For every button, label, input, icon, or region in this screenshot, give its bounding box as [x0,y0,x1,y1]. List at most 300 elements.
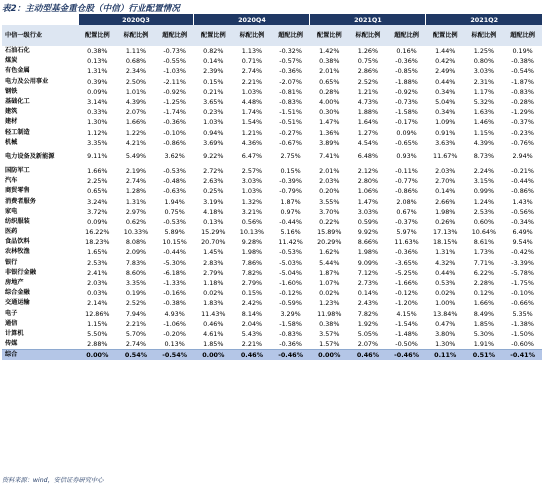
value-cell: 1.94% [164,197,185,206]
value-cell: 2.66% [435,197,456,206]
value-cell: 2.21% [241,77,263,86]
value-cell: 2.72% [203,166,224,175]
value-cell: 6.22% [473,268,495,277]
value-cell: 0.46% [233,350,272,361]
value-cell: 0.13% [87,57,108,66]
industry-name: 电力及公用事业 [5,77,49,85]
value-cell: 18.23% [85,238,110,247]
value-cell: -0.34% [511,217,534,226]
value-cell: 0.22% [319,217,340,226]
table-row [2,107,542,117]
value-cell: 0.99% [473,187,495,196]
table-body [2,46,542,360]
value-cell: -1.29% [511,108,534,117]
value-cell: 2.83% [203,258,224,267]
value-cell: 2.42% [241,299,263,308]
value-cell: 3.55% [319,197,340,206]
value-cell: 4.21% [125,138,147,147]
value-cell: 5.44% [319,258,340,267]
value-cell: 2.53% [473,207,495,216]
value-cell: 11.63% [394,238,419,247]
value-cell: -3.39% [511,258,534,267]
value-cell: -0.41% [503,350,542,361]
value-cell: 1.66% [125,118,147,127]
value-cell: 2.39% [203,67,224,76]
industry-name: 食品饮料 [5,238,30,246]
value-cell: -0.53% [163,217,186,226]
value-cell: -6.18% [163,268,186,277]
value-cell: 0.02% [319,289,340,298]
value-cell: 7.12% [357,268,379,277]
value-cell: 0.14% [435,187,456,196]
value-cell: 1.63% [473,108,495,117]
industry-name: 有色金属 [5,67,30,75]
value-cell: 2.50% [125,77,147,86]
value-cell: -0.36% [395,57,418,66]
table-row [2,207,542,217]
industry-column-header: 中信一级行业 [2,25,78,46]
table-row [2,227,542,237]
industry-name: 汽车 [5,177,18,185]
value-cell: -0.46% [271,350,310,361]
value-cell: -0.83% [511,87,534,96]
value-cell: -0.92% [163,87,186,96]
value-cell: 2.01% [319,67,340,76]
value-cell: 1.09% [435,118,456,127]
value-cell: 1.25% [473,47,495,56]
value-cell: 2.63% [203,177,224,186]
value-cell: 0.12% [473,289,495,298]
value-cell: -0.57% [279,57,302,66]
value-cell: 1.46% [473,118,495,127]
value-cell: -0.21% [511,166,534,175]
value-cell: 6.47% [241,152,263,161]
value-cell: 1.88% [357,108,379,117]
value-cell: 0.68% [125,57,147,66]
value-cell: 0.71% [241,57,263,66]
value-cell: 4.93% [164,309,185,318]
value-cell: 2.53% [87,258,108,267]
industry-name: 综合 [2,350,78,361]
value-cell: -0.50% [395,340,418,349]
value-cell: 8.61% [473,238,495,247]
quarter-header-row [2,14,542,25]
table-row [2,117,542,127]
value-cell: 0.44% [435,77,456,86]
value-cell: 3.14% [87,98,108,107]
value-cell: 4.61% [203,329,224,338]
value-cell: 0.16% [396,47,417,56]
value-cell: 3.70% [319,207,340,216]
value-cell: 3.03% [473,67,495,76]
value-cell: -0.10% [511,289,534,298]
industry-name: 通信 [5,319,18,327]
value-cell: 5.35% [512,309,533,318]
value-cell: 0.39% [87,77,108,86]
column-header-row [2,25,542,46]
value-cell: -0.44% [279,217,302,226]
value-cell: 5.30% [473,329,495,338]
value-cell: -1.06% [163,319,186,328]
value-cell: 9.22% [203,152,224,161]
value-cell: -0.32% [279,47,302,56]
value-cell: 4.39% [473,138,495,147]
value-cell: -0.73% [395,98,418,107]
value-cell: -0.59% [279,299,302,308]
industry-name: 电力设备及新能源 [5,153,55,161]
value-cell: 1.03% [203,118,224,127]
table-row [2,237,542,247]
value-cell: 1.03% [241,187,263,196]
value-cell: 5.97% [396,228,417,237]
table-row [2,148,542,166]
quarter-header: 2021Q1 [310,14,426,25]
value-cell: 0.00% [78,350,117,361]
value-cell: 2.21% [125,319,147,328]
value-cell: 2.43% [357,299,379,308]
value-cell: 1.36% [319,128,340,137]
value-cell: 1.98% [357,248,379,257]
value-cell: 3.80% [435,329,456,338]
table-row [2,288,542,298]
value-cell: 0.26% [435,217,456,226]
value-cell: 7.71% [473,258,495,267]
value-cell: -5.03% [279,258,302,267]
value-cell: 15.89% [317,228,342,237]
value-cell: 1.91% [473,340,495,349]
value-cell: 1.03% [241,87,263,96]
value-cell: 5.16% [280,228,301,237]
value-cell: 0.09% [87,217,108,226]
value-cell: 2.79% [203,268,224,277]
table-row [2,166,542,176]
value-cell: 4.54% [357,138,379,147]
value-cell: 0.82% [203,47,224,56]
table-title: 表2：主动型基金重仓股（中信）行业配置情况 [2,4,180,14]
value-cell: 8.60% [125,268,147,277]
value-cell: 0.46% [349,350,388,361]
value-cell: 0.33% [87,108,108,117]
value-cell: -1.38% [511,319,534,328]
value-cell: -0.65% [395,138,418,147]
value-cell: 2.97% [125,207,147,216]
value-cell: -0.36% [279,340,302,349]
value-cell: -0.28% [511,98,534,107]
value-cell: 3.03% [241,177,263,186]
value-cell: 16.22% [85,228,110,237]
value-cell: 2.74% [125,340,147,349]
value-cell: 4.15% [396,309,417,318]
value-cell: 7.82% [241,268,263,277]
value-cell: -0.86% [395,187,418,196]
source-note: 资料来源：wind，安信证券研究中心 [2,477,104,484]
value-cell: -0.66% [511,299,534,308]
value-cell: -1.58% [395,108,418,117]
industry-name: 商贸零售 [5,187,30,195]
quarter-header: 2020Q4 [194,14,310,25]
value-cell: 1.83% [203,299,224,308]
value-cell: 2.09% [125,248,147,257]
value-cell: 5.43% [241,329,263,338]
value-cell: 4.36% [241,138,263,147]
value-cell: -0.85% [395,67,418,76]
industry-name: 农林牧渔 [5,248,30,256]
table-row [2,128,542,138]
industry-name: 房地产 [5,279,24,287]
value-cell: 0.44% [435,268,456,277]
industry-name: 机械 [5,138,18,146]
value-cell: 1.92% [357,319,379,328]
value-cell: -0.36% [163,118,186,127]
value-cell: 2.01% [319,166,340,175]
value-cell: -0.17% [395,118,418,127]
industry-name: 钢铁 [5,87,18,95]
value-cell: 0.65% [319,77,340,86]
value-cell: 1.66% [87,166,108,175]
value-cell: -0.79% [279,187,302,196]
value-cell: 2.19% [125,166,147,175]
value-cell: 3.69% [203,138,224,147]
value-cell: 1.30% [87,118,108,127]
value-cell: -1.87% [511,77,534,86]
table-row [2,329,542,339]
value-cell: 5.50% [87,329,108,338]
value-cell: -1.25% [163,98,186,107]
column-header: 标配比例 [233,25,272,46]
value-cell: 0.65% [87,187,108,196]
value-cell: 3.62% [164,152,185,161]
value-cell: 1.47% [357,197,379,206]
value-cell: 0.62% [125,217,147,226]
value-cell: -2.11% [163,77,186,86]
value-cell: -1.54% [395,319,418,328]
value-cell: 0.00% [194,350,233,361]
value-cell: 0.51% [465,350,504,361]
value-cell: -0.73% [163,47,186,56]
value-cell: 0.15% [280,166,301,175]
quarter-header: 2021Q2 [426,14,542,25]
value-cell: -0.36% [279,67,302,76]
table-row [2,196,542,206]
value-cell: 2.52% [357,77,379,86]
value-cell: 0.14% [357,289,379,298]
value-cell: 0.11% [426,350,465,361]
value-cell: 1.28% [125,187,147,196]
value-cell: 1.73% [473,248,495,257]
value-cell: 1.74% [241,108,263,117]
value-cell: 20.29% [317,238,342,247]
value-cell: 2.31% [473,77,495,86]
value-cell: 0.91% [435,128,456,137]
value-cell: -1.74% [163,108,186,117]
value-cell: 20.70% [201,238,226,247]
value-cell: 1.11% [125,47,147,56]
value-cell: 3.15% [473,177,495,186]
value-cell: 0.56% [241,217,263,226]
value-cell: 3.21% [241,207,263,216]
value-cell: 2.03% [435,166,456,175]
value-cell: -0.53% [279,248,302,257]
value-cell: -3.65% [395,258,418,267]
industry-name: 综合金融 [5,289,30,297]
value-cell: 10.64% [471,228,497,237]
value-cell: 2.14% [87,299,108,308]
value-cell: 2.80% [357,177,379,186]
value-cell: 1.24% [473,197,495,206]
value-cell: 0.13% [164,340,185,349]
column-header: 超配比例 [387,25,426,46]
value-cell: 1.32% [241,197,263,206]
value-cell: 0.54% [117,350,156,361]
value-cell: 0.59% [357,217,379,226]
value-cell: 11.67% [433,152,458,161]
value-cell: 2.21% [241,340,263,349]
value-cell: -0.83% [279,329,302,338]
value-cell: -0.38% [163,299,186,308]
value-cell: -0.92% [395,87,418,96]
value-cell: 1.15% [87,319,108,328]
value-cell: 1.31% [125,197,147,206]
industry-name: 家电 [5,207,18,215]
value-cell: 3.35% [125,279,147,288]
value-cell: 0.80% [473,57,495,66]
value-cell: 9.54% [512,238,533,247]
column-header: 配置比例 [310,25,349,46]
value-cell: -0.83% [279,98,302,107]
table-row [2,176,542,186]
value-cell: 1.30% [435,340,456,349]
value-cell: 0.38% [87,47,108,56]
value-cell: 4.32% [435,258,456,267]
value-cell: 3.57% [319,329,340,338]
value-cell: 0.15% [241,289,263,298]
value-cell: -0.60% [511,340,534,349]
industry-name: 石油石化 [5,47,30,55]
value-cell: 2.03% [87,279,108,288]
table-row [2,247,542,257]
industry-name: 计算机 [5,329,24,337]
value-cell: 1.47% [319,118,340,127]
value-cell: 2.49% [435,67,456,76]
value-cell: 0.00% [310,350,349,361]
value-cell: 8.08% [125,238,147,247]
value-cell: 0.09% [396,128,417,137]
value-cell: -1.75% [511,279,534,288]
value-cell: 1.54% [241,118,263,127]
value-cell: 7.82% [357,309,379,318]
value-cell: 1.06% [357,187,379,196]
table-row [2,217,542,227]
value-cell: 0.09% [87,87,108,96]
value-cell: 6.49% [512,228,533,237]
value-cell: 17.13% [433,228,458,237]
value-cell: -1.58% [279,319,302,328]
table-row [2,319,542,329]
value-cell: 1.01% [125,87,147,96]
value-cell: -1.51% [279,108,302,117]
value-cell: -0.20% [163,329,186,338]
industry-name: 建筑 [5,108,18,116]
value-cell: 7.41% [319,152,340,161]
value-cell: 2.94% [512,152,533,161]
value-cell: 1.57% [319,340,340,349]
column-header: 超配比例 [155,25,194,46]
value-cell: 0.03% [87,289,108,298]
quarter-header: 2020Q3 [78,14,194,25]
value-cell: 9.28% [241,238,263,247]
value-cell: -0.86% [163,138,186,147]
value-cell: 2.74% [125,177,147,186]
value-cell: 2.08% [396,197,417,206]
value-cell: 0.28% [319,87,340,96]
industry-name: 轻工制造 [5,128,30,136]
industry-name: 消费者服务 [5,197,36,205]
value-cell: 1.31% [87,67,108,76]
value-cell: 1.15% [473,128,495,137]
value-cell: 0.94% [203,128,224,137]
value-cell: 2.86% [357,67,379,76]
value-cell: 1.98% [435,207,456,216]
value-cell: 2.03% [319,177,340,186]
value-cell: 2.25% [87,177,108,186]
value-cell: 0.14% [203,57,224,66]
industry-name: 非银行金融 [5,268,36,276]
value-cell: -0.48% [163,177,186,186]
value-cell: 1.98% [241,248,263,257]
value-cell: -1.20% [395,299,418,308]
industry-name: 医药 [5,228,18,236]
value-cell: 1.64% [357,118,379,127]
value-cell: 1.13% [241,47,263,56]
value-cell: -1.66% [395,279,418,288]
value-cell: -1.03% [163,67,186,76]
value-cell: 3.89% [319,138,340,147]
value-cell: 5.32% [473,98,495,107]
value-cell: 2.07% [357,340,379,349]
value-cell: 5.70% [125,329,147,338]
value-cell: 18.15% [433,238,458,247]
value-cell: 2.88% [87,340,108,349]
value-cell: 13.84% [433,309,458,318]
value-cell: 0.30% [319,108,340,117]
industry-allocation-table [2,14,542,360]
value-cell: 2.75% [280,152,301,161]
value-cell: 2.74% [241,67,263,76]
column-header: 标配比例 [349,25,388,46]
value-cell: -0.39% [279,177,302,186]
table-row [2,258,542,268]
value-cell: -0.38% [511,57,534,66]
industry-name: 传媒 [5,340,18,348]
value-cell: 9.11% [87,152,108,161]
value-cell: 8.66% [357,238,379,247]
value-cell: 2.07% [125,108,147,117]
value-cell: -0.23% [511,128,534,137]
value-cell: 1.18% [203,279,224,288]
table-row [2,186,542,196]
value-cell: 0.25% [203,187,224,196]
value-cell: 0.75% [357,57,379,66]
value-cell: -1.50% [511,329,534,338]
value-cell: -0.27% [279,128,302,137]
column-header: 标配比例 [117,25,156,46]
table-row [2,339,542,350]
value-cell: -0.46% [387,350,426,361]
value-cell: -1.88% [395,77,418,86]
value-cell: -5.30% [163,258,186,267]
total-row [2,350,542,361]
value-cell: -0.12% [395,289,418,298]
